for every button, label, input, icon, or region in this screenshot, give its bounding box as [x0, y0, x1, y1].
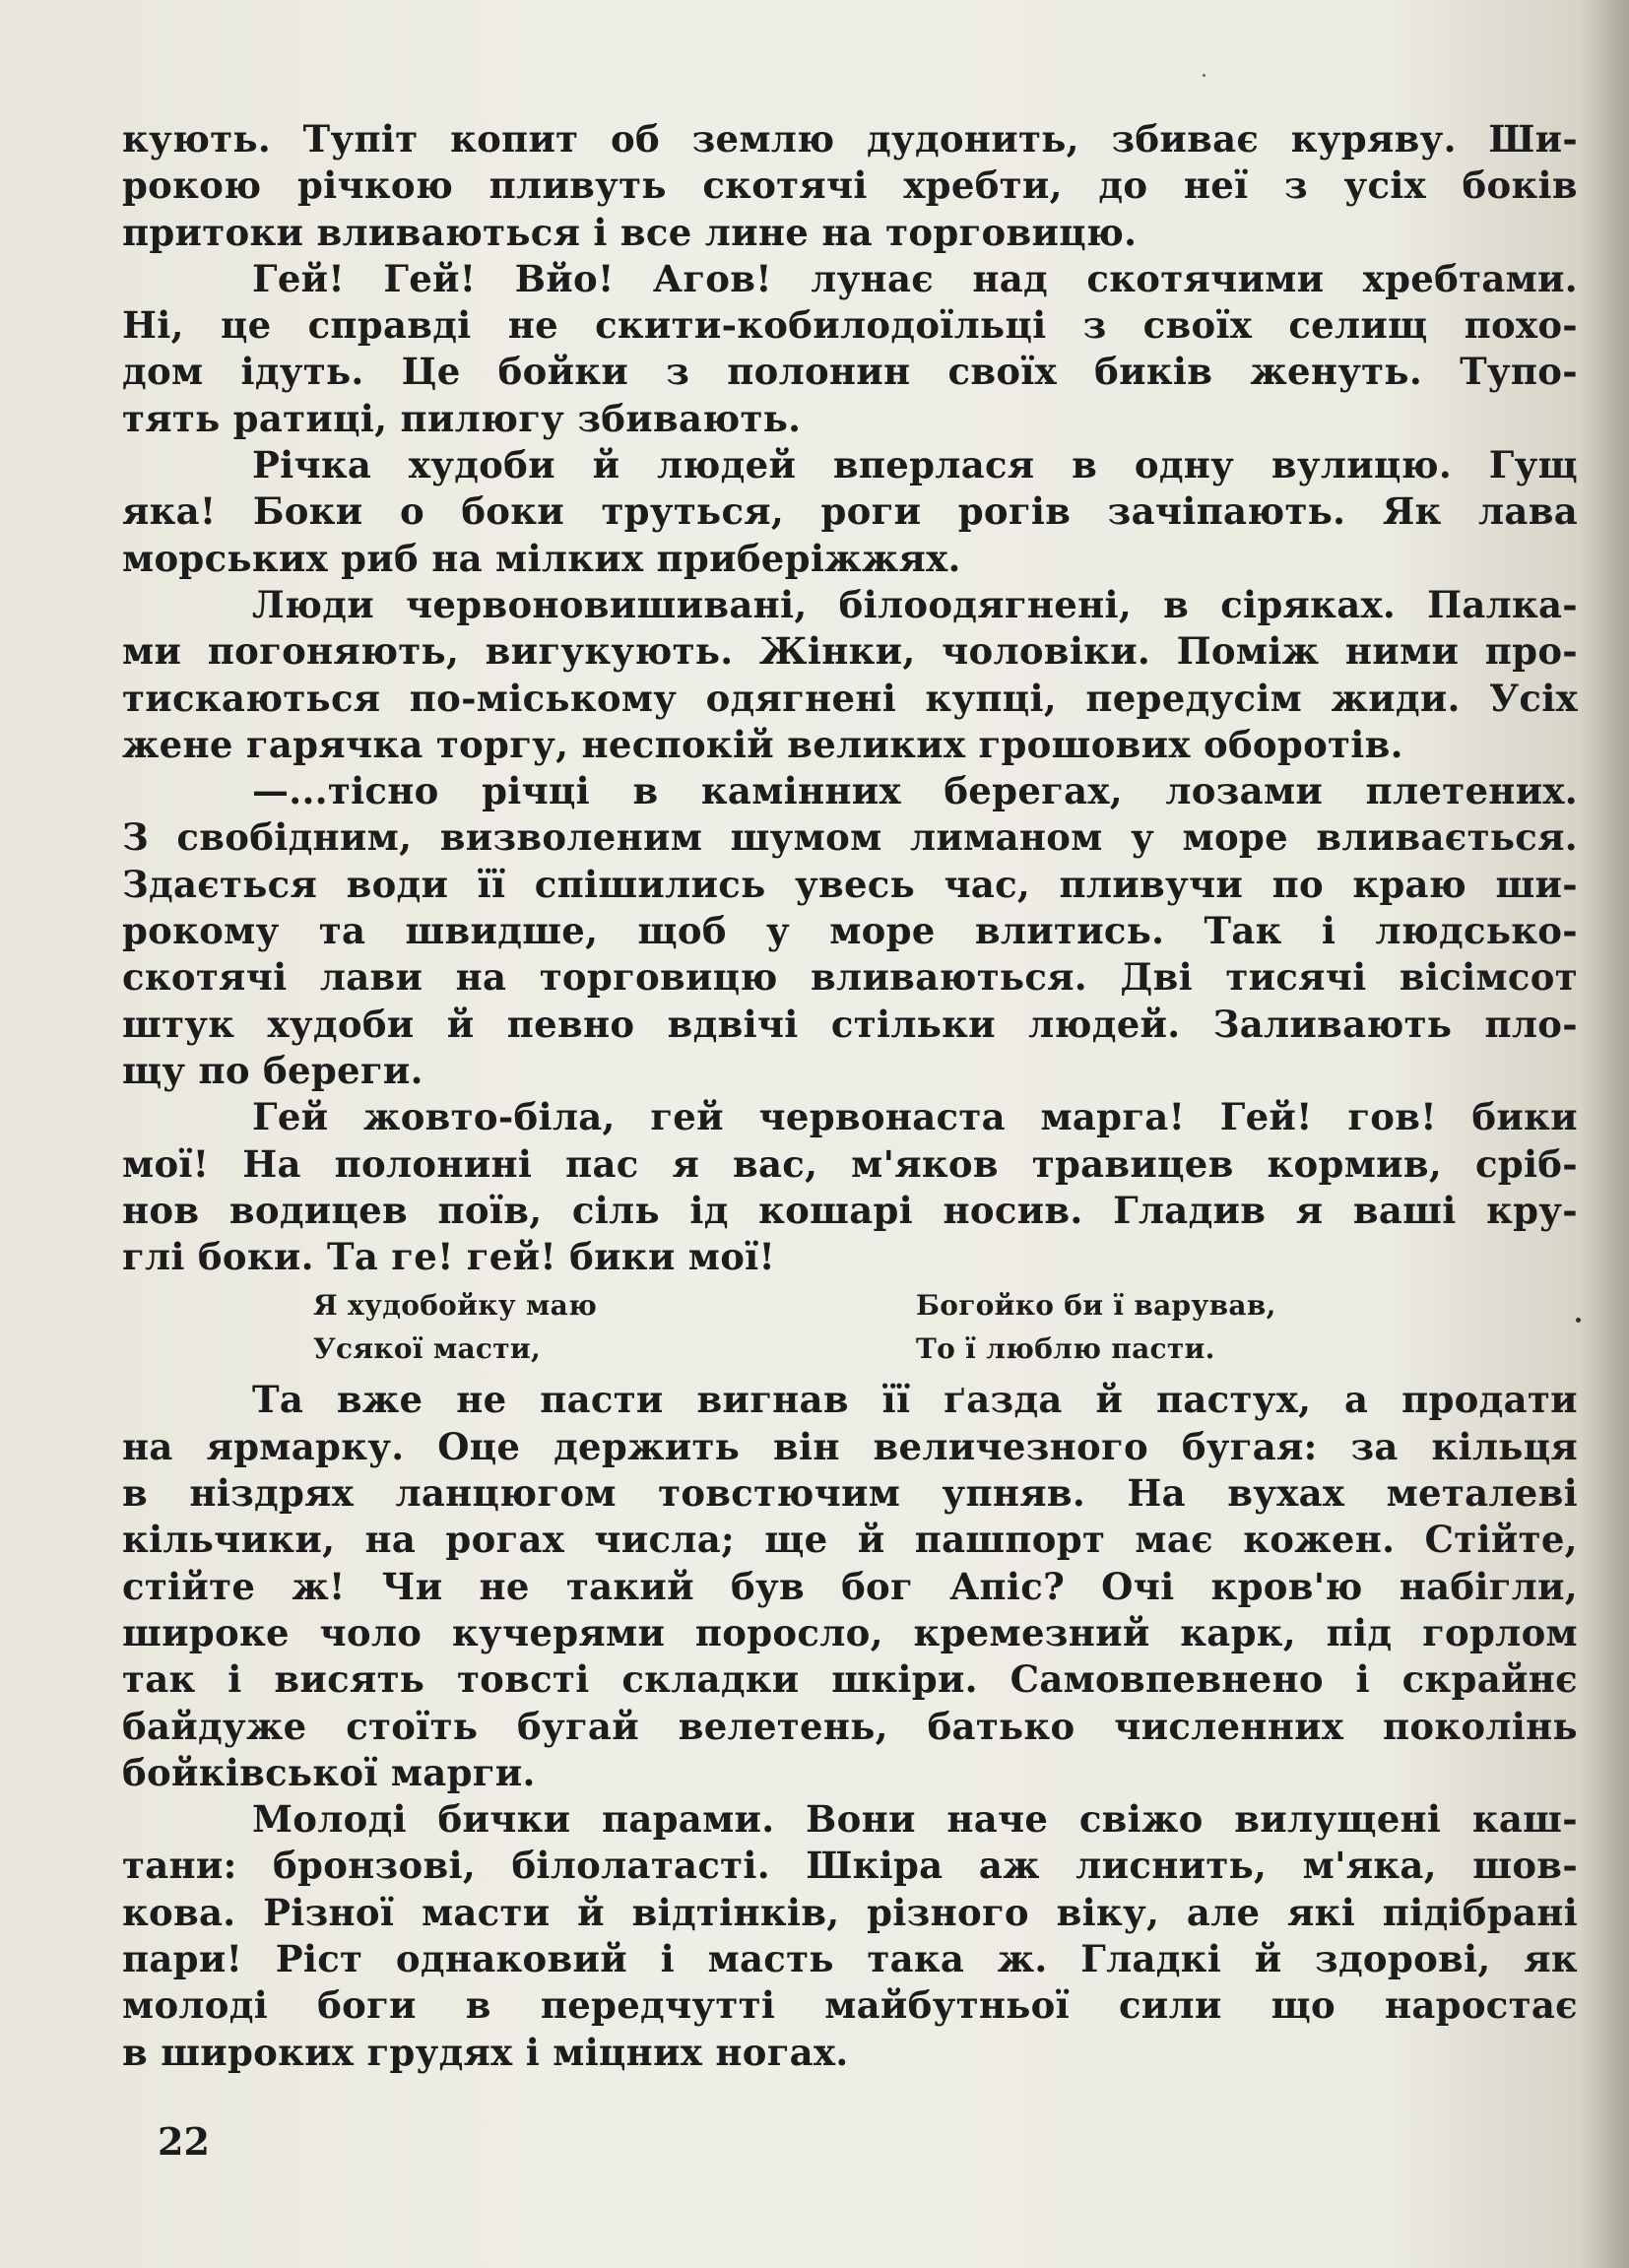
text-line: бойківської марги.: [122, 1750, 536, 1794]
text-line: скотячі лави на торговицю вливаються. Дві тисячі вісімсот: [122, 955, 1578, 1000]
text-line: Гей жовто-біла, гей червонаста марга! Гей! гов! бики: [252, 1095, 1578, 1139]
text-line: морських риб на мілких приберіжжях.: [122, 536, 961, 580]
text-line: тискаються по-міському одягнені купці, передусім жиди. Усіх: [122, 676, 1578, 720]
poem-column-left: [313, 1284, 916, 1371]
text-line: притоки вливаються і все лине на торговицю.: [122, 210, 1138, 254]
text-line: так і висять товсті складки шкіри. Самовпевнено і скрайнє: [122, 1657, 1578, 1702]
text-line: тани: бронзові, білолатасті. Шкіра аж лиснить, м'яка, шов-: [122, 1844, 1578, 1888]
ink-speck: [1576, 1318, 1581, 1323]
text-line: пари! Ріст однаковий і масть така ж. Гладкі й здорові, як: [122, 1936, 1578, 1980]
text-line: кують. Тупіт копит об землю дудонить, збиває куряву. Ши-: [122, 117, 1578, 161]
text-line: ми погоняють, вигукують. Жінки, чоловіки. Поміж ними про-: [122, 629, 1578, 674]
text-line: кова. Різної масти й відтінків, різного віку, але які підібрані: [122, 1890, 1578, 1934]
text-line: рокому та швидше, щоб у море влитись. Так і людсько-: [122, 909, 1578, 953]
text-line: штук худоби й певно вдвічі стільки людей. Заливають пло-: [122, 1002, 1578, 1046]
poem-column-right: [916, 1284, 1519, 1371]
text-line: дом ідуть. Це бойки з полонин своїх биків женуть. Тупо-: [122, 350, 1578, 394]
poem-line: Я худобойку маю: [313, 1289, 598, 1323]
text-line: —...тісно річці в камінних берегах, лозами плетених.: [252, 769, 1578, 813]
text-line: кільчики, на рогах числа; ще й пашпорт має кожен. Стійте,: [122, 1518, 1578, 1562]
text-line: глі боки. Та ге! гей! бики мої!: [122, 1235, 776, 1279]
text-line: З свобідним, визволеним шумом лиманом у море вливається.: [122, 815, 1578, 860]
text-line: Молоді бички парами. Вони наче свіжо вилущені каш-: [252, 1797, 1578, 1842]
text-line: Гей! Гей! Вйо! Агов! лунає над скотячими хребтами.: [252, 256, 1578, 300]
text-line: нов водицев поїв, сіль ід кошарі носив. Гладив я ваші кру-: [122, 1188, 1578, 1232]
text-line: Ні, це справді не скити-кобилодоїльці з своїх селищ похо-: [122, 303, 1578, 348]
text-line: Та вже не пасти вигнав її ґазда й пастух, а продати: [252, 1378, 1578, 1422]
text-line: молоді боги в передчутті майбутньої сили що наростає: [122, 1983, 1578, 2028]
text-line: стійте ж! Чи не такий був бог Апіс? Очі кров'ю набігли,: [122, 1564, 1578, 1608]
text-line: рокою річкою пливуть скотячі хребти, до неї з усіх боків: [122, 163, 1578, 208]
text-line: яка! Боки о боки труться, роги рогів зачіпають. Як лава: [122, 489, 1578, 534]
text-line: в широких грудях і міцних ногах.: [122, 2030, 849, 2074]
text-line: широке чоло кучерями поросло, кремезний карк, під горлом: [122, 1610, 1578, 1654]
page-number: 22: [158, 2119, 210, 2164]
ink-speck: [1203, 74, 1205, 77]
text-line: Річка худоби й людей вперлася в одну вулицю. Гущ: [252, 443, 1578, 487]
text-line: Люди червоновишивані, білоодягнені, в сіряках. Палка-: [252, 582, 1578, 626]
poem-line: Богойко би ї варував,: [916, 1289, 1276, 1323]
text-line: мої! На полонині пас я вас, м'яков травицев кормив, сріб-: [122, 1141, 1578, 1186]
poem-line: Усякої масти,: [313, 1332, 542, 1366]
poem-line: То ї люблю пасти.: [916, 1332, 1215, 1366]
text-line: байдуже стоїть бугай велетень, батько численних поколінь: [122, 1704, 1578, 1748]
text-line: тять ратиці, пилюгу збивають.: [122, 396, 802, 440]
text-line: щу по береги.: [122, 1048, 424, 1092]
text-line: на ярмарку. Оце держить він величезного бугая: за кільця: [122, 1424, 1578, 1468]
text-line: Здається води її спішились увесь час, пливучи по краю ши-: [122, 862, 1578, 906]
text-line: в ніздрях ланцюгом товстючим упняв. На вухах металеві: [122, 1471, 1578, 1516]
poem-stanza: [313, 1284, 1578, 1371]
text-line: жене гарячка торгу, неспокій великих грошових оборотів.: [122, 722, 1403, 766]
body-text: [122, 116, 1578, 2076]
